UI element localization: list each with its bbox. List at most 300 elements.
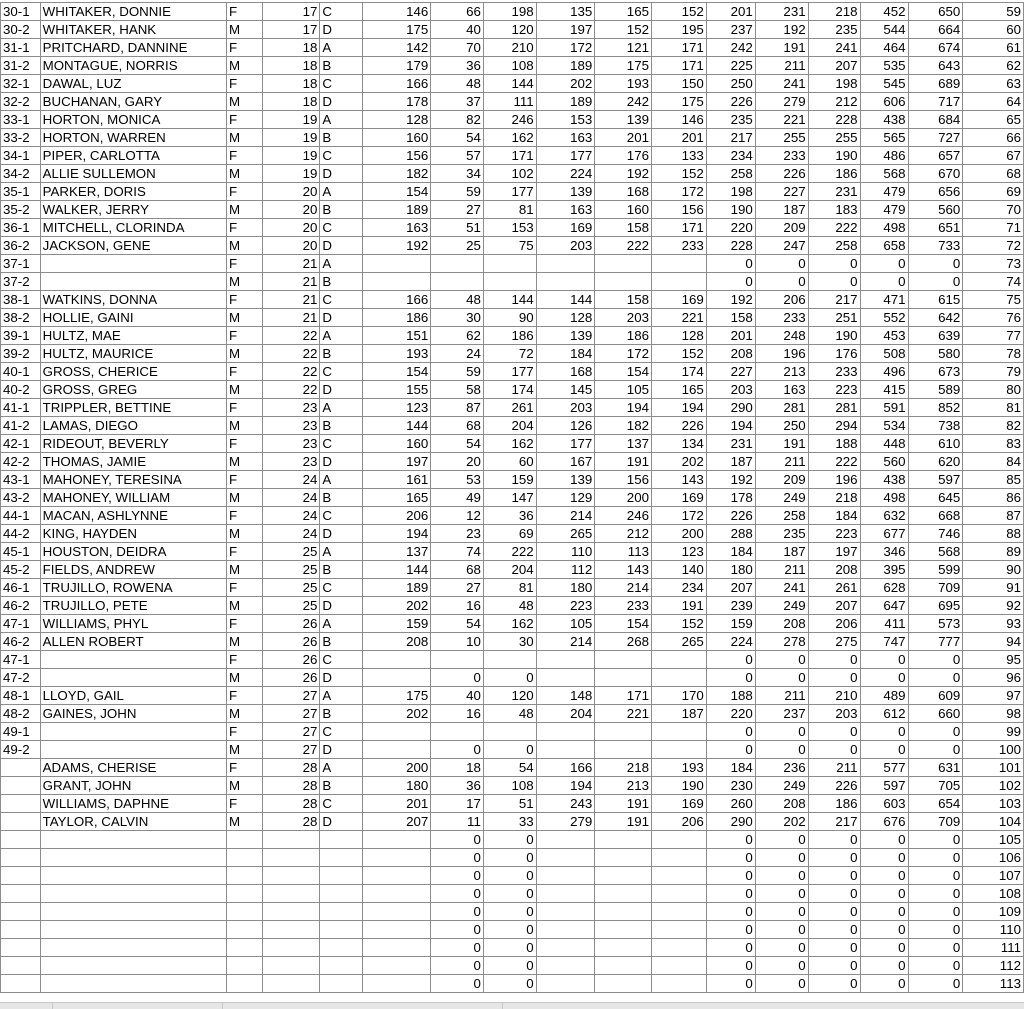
- cell-v1[interactable]: 166: [363, 291, 431, 309]
- cell-id[interactable]: 43-2: [1, 489, 41, 507]
- cell-v5[interactable]: [595, 903, 652, 921]
- cell-sex[interactable]: F: [227, 723, 263, 741]
- cell-v11[interactable]: 568: [908, 543, 963, 561]
- cell-v2[interactable]: 0: [431, 975, 484, 993]
- cell-v4[interactable]: 214: [536, 633, 595, 651]
- cell-v1[interactable]: 161: [363, 471, 431, 489]
- cell-v11[interactable]: 668: [908, 507, 963, 525]
- cell-v10[interactable]: 677: [860, 525, 908, 543]
- cell-v1[interactable]: [363, 975, 431, 993]
- cell-v10[interactable]: 545: [860, 75, 908, 93]
- cell-id[interactable]: [1, 849, 41, 867]
- cell-id[interactable]: 31-1: [1, 39, 41, 57]
- cell-v7[interactable]: 234: [706, 147, 755, 165]
- cell-v11[interactable]: 0: [908, 669, 963, 687]
- cell-v4[interactable]: 265: [536, 525, 595, 543]
- cell-v9[interactable]: 188: [808, 435, 860, 453]
- cell-sex[interactable]: F: [227, 759, 263, 777]
- cell-v10[interactable]: 676: [860, 813, 908, 831]
- cell-v5[interactable]: [595, 885, 652, 903]
- cell-rownum[interactable]: 102: [963, 777, 1024, 795]
- cell-v3[interactable]: 204: [483, 561, 536, 579]
- cell-v2[interactable]: 48: [431, 291, 484, 309]
- cell-v5[interactable]: 139: [595, 111, 652, 129]
- cell-v11[interactable]: 689: [908, 75, 963, 93]
- cell-sex[interactable]: M: [227, 489, 263, 507]
- cell-v8[interactable]: 0: [755, 741, 808, 759]
- cell-v4[interactable]: 224: [536, 165, 595, 183]
- cell-v9[interactable]: 226: [808, 777, 860, 795]
- cell-v8[interactable]: 0: [755, 849, 808, 867]
- cell-v3[interactable]: 0: [483, 669, 536, 687]
- cell-v10[interactable]: 612: [860, 705, 908, 723]
- cell-group[interactable]: 19: [263, 111, 320, 129]
- cell-v7[interactable]: 290: [706, 399, 755, 417]
- cell-v9[interactable]: 251: [808, 309, 860, 327]
- cell-v9[interactable]: 0: [808, 957, 860, 975]
- cell-v3[interactable]: 54: [483, 759, 536, 777]
- cell-v1[interactable]: 160: [363, 129, 431, 147]
- cell-v5[interactable]: 191: [595, 813, 652, 831]
- cell-id[interactable]: 39-1: [1, 327, 41, 345]
- cell-v4[interactable]: 110: [536, 543, 595, 561]
- cell-group[interactable]: 22: [263, 381, 320, 399]
- cell-id[interactable]: 47-1: [1, 651, 41, 669]
- cell-v3[interactable]: 159: [483, 471, 536, 489]
- cell-sex[interactable]: F: [227, 399, 263, 417]
- cell-group[interactable]: 24: [263, 525, 320, 543]
- cell-section[interactable]: C: [320, 147, 363, 165]
- cell-v2[interactable]: 20: [431, 453, 484, 471]
- cell-sex[interactable]: M: [227, 201, 263, 219]
- cell-v1[interactable]: 165: [363, 489, 431, 507]
- cell-v6[interactable]: 171: [651, 39, 706, 57]
- cell-v8[interactable]: 249: [755, 777, 808, 795]
- cell-v9[interactable]: 184: [808, 507, 860, 525]
- cell-section[interactable]: B: [320, 705, 363, 723]
- cell-sex[interactable]: [227, 903, 263, 921]
- cell-name[interactable]: MAHONEY, TERESINA: [40, 471, 226, 489]
- cell-v9[interactable]: 0: [808, 723, 860, 741]
- cell-id[interactable]: 49-1: [1, 723, 41, 741]
- cell-v3[interactable]: 0: [483, 741, 536, 759]
- cell-v4[interactable]: 189: [536, 93, 595, 111]
- cell-v11[interactable]: 599: [908, 561, 963, 579]
- cell-section[interactable]: C: [320, 291, 363, 309]
- cell-v10[interactable]: 471: [860, 291, 908, 309]
- cell-section[interactable]: C: [320, 435, 363, 453]
- cell-v2[interactable]: 40: [431, 21, 484, 39]
- cell-v7[interactable]: 0: [706, 885, 755, 903]
- cell-v9[interactable]: 255: [808, 129, 860, 147]
- cell-rownum[interactable]: 69: [963, 183, 1024, 201]
- cell-rownum[interactable]: 73: [963, 255, 1024, 273]
- cell-v3[interactable]: 36: [483, 507, 536, 525]
- cell-sex[interactable]: F: [227, 363, 263, 381]
- cell-v4[interactable]: [536, 651, 595, 669]
- cell-v8[interactable]: 191: [755, 435, 808, 453]
- cell-rownum[interactable]: 87: [963, 507, 1024, 525]
- cell-v9[interactable]: 183: [808, 201, 860, 219]
- cell-v1[interactable]: 180: [363, 777, 431, 795]
- cell-group[interactable]: 19: [263, 165, 320, 183]
- cell-section[interactable]: B: [320, 489, 363, 507]
- cell-v10[interactable]: 438: [860, 471, 908, 489]
- cell-v1[interactable]: 202: [363, 597, 431, 615]
- cell-v7[interactable]: 288: [706, 525, 755, 543]
- cell-v4[interactable]: 145: [536, 381, 595, 399]
- cell-v10[interactable]: 560: [860, 453, 908, 471]
- cell-v5[interactable]: 165: [595, 3, 652, 21]
- cell-sex[interactable]: M: [227, 129, 263, 147]
- cell-v2[interactable]: 37: [431, 93, 484, 111]
- cell-v11[interactable]: 717: [908, 93, 963, 111]
- cell-v5[interactable]: 182: [595, 417, 652, 435]
- cell-v9[interactable]: 218: [808, 3, 860, 21]
- cell-rownum[interactable]: 96: [963, 669, 1024, 687]
- cell-v11[interactable]: 0: [908, 849, 963, 867]
- cell-id[interactable]: 47-1: [1, 615, 41, 633]
- cell-v7[interactable]: 184: [706, 543, 755, 561]
- cell-v3[interactable]: 186: [483, 327, 536, 345]
- cell-v2[interactable]: 54: [431, 129, 484, 147]
- cell-v1[interactable]: 179: [363, 57, 431, 75]
- cell-v3[interactable]: 108: [483, 57, 536, 75]
- cell-v9[interactable]: 196: [808, 471, 860, 489]
- cell-group[interactable]: [263, 903, 320, 921]
- cell-v7[interactable]: 224: [706, 633, 755, 651]
- cell-sex[interactable]: F: [227, 435, 263, 453]
- cell-name[interactable]: [40, 903, 226, 921]
- cell-v5[interactable]: 152: [595, 21, 652, 39]
- cell-v5[interactable]: [595, 939, 652, 957]
- cell-v6[interactable]: 165: [651, 381, 706, 399]
- cell-v4[interactable]: 139: [536, 471, 595, 489]
- cell-name[interactable]: MONTAGUE, NORRIS: [40, 57, 226, 75]
- cell-id[interactable]: 41-2: [1, 417, 41, 435]
- cell-v4[interactable]: 129: [536, 489, 595, 507]
- cell-v4[interactable]: 105: [536, 615, 595, 633]
- cell-v9[interactable]: 0: [808, 831, 860, 849]
- cell-v1[interactable]: 154: [363, 183, 431, 201]
- cell-v9[interactable]: 211: [808, 759, 860, 777]
- cell-v4[interactable]: 180: [536, 579, 595, 597]
- cell-v1[interactable]: 154: [363, 363, 431, 381]
- cell-v11[interactable]: 610: [908, 435, 963, 453]
- cell-v9[interactable]: 0: [808, 849, 860, 867]
- cell-v6[interactable]: 193: [651, 759, 706, 777]
- cell-v5[interactable]: [595, 273, 652, 291]
- cell-v8[interactable]: 248: [755, 327, 808, 345]
- cell-v11[interactable]: 660: [908, 705, 963, 723]
- cell-rownum[interactable]: 62: [963, 57, 1024, 75]
- cell-v10[interactable]: 647: [860, 597, 908, 615]
- cell-v2[interactable]: 0: [431, 831, 484, 849]
- cell-v7[interactable]: 158: [706, 309, 755, 327]
- cell-rownum[interactable]: 81: [963, 399, 1024, 417]
- cell-v11[interactable]: 709: [908, 813, 963, 831]
- cell-section[interactable]: D: [320, 237, 363, 255]
- cell-v1[interactable]: 146: [363, 3, 431, 21]
- cell-v5[interactable]: 200: [595, 489, 652, 507]
- cell-id[interactable]: 48-2: [1, 705, 41, 723]
- cell-v11[interactable]: 0: [908, 651, 963, 669]
- cell-v8[interactable]: 233: [755, 309, 808, 327]
- cell-v4[interactable]: 184: [536, 345, 595, 363]
- cell-group[interactable]: [263, 939, 320, 957]
- cell-v11[interactable]: 642: [908, 309, 963, 327]
- cell-v5[interactable]: 212: [595, 525, 652, 543]
- cell-v7[interactable]: 192: [706, 471, 755, 489]
- cell-v9[interactable]: 241: [808, 39, 860, 57]
- cell-v2[interactable]: 54: [431, 435, 484, 453]
- cell-section[interactable]: A: [320, 399, 363, 417]
- cell-group[interactable]: 27: [263, 741, 320, 759]
- cell-rownum[interactable]: 59: [963, 3, 1024, 21]
- cell-v11[interactable]: 0: [908, 273, 963, 291]
- cell-sex[interactable]: [227, 831, 263, 849]
- cell-group[interactable]: 20: [263, 237, 320, 255]
- cell-rownum[interactable]: 100: [963, 741, 1024, 759]
- cell-v8[interactable]: 249: [755, 489, 808, 507]
- cell-sex[interactable]: F: [227, 255, 263, 273]
- cell-sex[interactable]: F: [227, 615, 263, 633]
- cell-v6[interactable]: 143: [651, 471, 706, 489]
- cell-v9[interactable]: 0: [808, 921, 860, 939]
- cell-v9[interactable]: 0: [808, 669, 860, 687]
- cell-v5[interactable]: [595, 849, 652, 867]
- cell-v2[interactable]: 0: [431, 939, 484, 957]
- cell-rownum[interactable]: 85: [963, 471, 1024, 489]
- cell-v1[interactable]: 192: [363, 237, 431, 255]
- cell-v10[interactable]: 0: [860, 831, 908, 849]
- cell-v1[interactable]: 189: [363, 201, 431, 219]
- cell-rownum[interactable]: 76: [963, 309, 1024, 327]
- cell-name[interactable]: PIPER, CARLOTTA: [40, 147, 226, 165]
- cell-v8[interactable]: 278: [755, 633, 808, 651]
- cell-section[interactable]: D: [320, 381, 363, 399]
- cell-rownum[interactable]: 68: [963, 165, 1024, 183]
- cell-v7[interactable]: 201: [706, 3, 755, 21]
- cell-v3[interactable]: 0: [483, 939, 536, 957]
- cell-v9[interactable]: 0: [808, 939, 860, 957]
- cell-name[interactable]: KING, HAYDEN: [40, 525, 226, 543]
- cell-v6[interactable]: 152: [651, 615, 706, 633]
- cell-group[interactable]: 23: [263, 435, 320, 453]
- cell-sex[interactable]: F: [227, 219, 263, 237]
- cell-rownum[interactable]: 110: [963, 921, 1024, 939]
- cell-v5[interactable]: 168: [595, 183, 652, 201]
- cell-v6[interactable]: 172: [651, 507, 706, 525]
- cell-v5[interactable]: [595, 669, 652, 687]
- cell-name[interactable]: HORTON, MONICA: [40, 111, 226, 129]
- cell-v11[interactable]: 0: [908, 255, 963, 273]
- cell-v8[interactable]: 255: [755, 129, 808, 147]
- cell-v4[interactable]: 177: [536, 147, 595, 165]
- cell-v1[interactable]: 137: [363, 543, 431, 561]
- cell-v3[interactable]: [483, 723, 536, 741]
- cell-v9[interactable]: 275: [808, 633, 860, 651]
- cell-v4[interactable]: 167: [536, 453, 595, 471]
- cell-v8[interactable]: 247: [755, 237, 808, 255]
- cell-v7[interactable]: 178: [706, 489, 755, 507]
- cell-group[interactable]: 28: [263, 777, 320, 795]
- cell-v7[interactable]: 260: [706, 795, 755, 813]
- cell-group[interactable]: 23: [263, 417, 320, 435]
- cell-v11[interactable]: 0: [908, 903, 963, 921]
- cell-v8[interactable]: 241: [755, 75, 808, 93]
- cell-v10[interactable]: 498: [860, 219, 908, 237]
- cell-v11[interactable]: 656: [908, 183, 963, 201]
- cell-v6[interactable]: 152: [651, 3, 706, 21]
- cell-sex[interactable]: [227, 975, 263, 993]
- cell-v5[interactable]: 242: [595, 93, 652, 111]
- cell-v6[interactable]: [651, 831, 706, 849]
- cell-id[interactable]: 36-1: [1, 219, 41, 237]
- cell-v2[interactable]: 59: [431, 183, 484, 201]
- cell-v6[interactable]: 171: [651, 219, 706, 237]
- cell-v3[interactable]: 108: [483, 777, 536, 795]
- cell-v10[interactable]: 438: [860, 111, 908, 129]
- cell-sex[interactable]: F: [227, 147, 263, 165]
- cell-section[interactable]: A: [320, 759, 363, 777]
- cell-rownum[interactable]: 70: [963, 201, 1024, 219]
- cell-v5[interactable]: 172: [595, 345, 652, 363]
- cell-sex[interactable]: [227, 867, 263, 885]
- cell-rownum[interactable]: 82: [963, 417, 1024, 435]
- cell-v8[interactable]: 221: [755, 111, 808, 129]
- cell-v11[interactable]: 573: [908, 615, 963, 633]
- cell-v10[interactable]: 346: [860, 543, 908, 561]
- cell-v8[interactable]: 0: [755, 975, 808, 993]
- cell-v10[interactable]: 0: [860, 273, 908, 291]
- cell-v2[interactable]: 11: [431, 813, 484, 831]
- cell-v1[interactable]: 123: [363, 399, 431, 417]
- cell-id[interactable]: 44-2: [1, 525, 41, 543]
- cell-v1[interactable]: [363, 921, 431, 939]
- cell-v9[interactable]: 218: [808, 489, 860, 507]
- cell-v10[interactable]: 489: [860, 687, 908, 705]
- cell-v9[interactable]: 233: [808, 363, 860, 381]
- cell-group[interactable]: 18: [263, 75, 320, 93]
- cell-v10[interactable]: 411: [860, 615, 908, 633]
- cell-v8[interactable]: 235: [755, 525, 808, 543]
- cell-v5[interactable]: 191: [595, 795, 652, 813]
- cell-v2[interactable]: 0: [431, 957, 484, 975]
- cell-v4[interactable]: 168: [536, 363, 595, 381]
- cell-v11[interactable]: 643: [908, 57, 963, 75]
- cell-v11[interactable]: 631: [908, 759, 963, 777]
- cell-v4[interactable]: 197: [536, 21, 595, 39]
- cell-v3[interactable]: 246: [483, 111, 536, 129]
- cell-sex[interactable]: F: [227, 795, 263, 813]
- cell-name[interactable]: [40, 867, 226, 885]
- cell-rownum[interactable]: 104: [963, 813, 1024, 831]
- cell-group[interactable]: [263, 831, 320, 849]
- cell-v11[interactable]: 615: [908, 291, 963, 309]
- cell-group[interactable]: 25: [263, 597, 320, 615]
- cell-v5[interactable]: 193: [595, 75, 652, 93]
- cell-name[interactable]: [40, 957, 226, 975]
- cell-section[interactable]: C: [320, 723, 363, 741]
- cell-rownum[interactable]: 63: [963, 75, 1024, 93]
- cell-v10[interactable]: 0: [860, 651, 908, 669]
- cell-group[interactable]: 26: [263, 633, 320, 651]
- cell-v2[interactable]: 34: [431, 165, 484, 183]
- cell-v1[interactable]: 207: [363, 813, 431, 831]
- cell-name[interactable]: [40, 273, 226, 291]
- cell-section[interactable]: A: [320, 615, 363, 633]
- cell-name[interactable]: HOUSTON, DEIDRA: [40, 543, 226, 561]
- cell-v6[interactable]: 234: [651, 579, 706, 597]
- cell-v2[interactable]: 40: [431, 687, 484, 705]
- cell-section[interactable]: [320, 939, 363, 957]
- cell-v7[interactable]: 184: [706, 759, 755, 777]
- cell-name[interactable]: FIELDS, ANDREW: [40, 561, 226, 579]
- cell-id[interactable]: [1, 921, 41, 939]
- cell-group[interactable]: 26: [263, 669, 320, 687]
- cell-group[interactable]: 25: [263, 561, 320, 579]
- cell-v7[interactable]: 0: [706, 651, 755, 669]
- cell-v2[interactable]: 0: [431, 921, 484, 939]
- cell-group[interactable]: 18: [263, 57, 320, 75]
- cell-v9[interactable]: 0: [808, 273, 860, 291]
- cell-v10[interactable]: 0: [860, 939, 908, 957]
- cell-group[interactable]: 28: [263, 795, 320, 813]
- cell-v11[interactable]: 738: [908, 417, 963, 435]
- cell-section[interactable]: B: [320, 57, 363, 75]
- cell-v3[interactable]: 177: [483, 183, 536, 201]
- cell-rownum[interactable]: 67: [963, 147, 1024, 165]
- cell-v3[interactable]: 177: [483, 363, 536, 381]
- cell-sex[interactable]: M: [227, 345, 263, 363]
- cell-v11[interactable]: 0: [908, 975, 963, 993]
- cell-id[interactable]: 30-2: [1, 21, 41, 39]
- cell-rownum[interactable]: 72: [963, 237, 1024, 255]
- cell-name[interactable]: [40, 723, 226, 741]
- cell-v2[interactable]: 36: [431, 777, 484, 795]
- cell-section[interactable]: B: [320, 201, 363, 219]
- cell-v4[interactable]: 279: [536, 813, 595, 831]
- cell-v2[interactable]: 16: [431, 597, 484, 615]
- cell-v2[interactable]: 53: [431, 471, 484, 489]
- cell-v1[interactable]: 144: [363, 561, 431, 579]
- cell-v3[interactable]: [483, 651, 536, 669]
- cell-v2[interactable]: 70: [431, 39, 484, 57]
- cell-v11[interactable]: 727: [908, 129, 963, 147]
- cell-v7[interactable]: 207: [706, 579, 755, 597]
- cell-name[interactable]: DAWAL, LUZ: [40, 75, 226, 93]
- cell-sex[interactable]: M: [227, 669, 263, 687]
- cell-v8[interactable]: 196: [755, 345, 808, 363]
- cell-section[interactable]: [320, 849, 363, 867]
- cell-v3[interactable]: 102: [483, 165, 536, 183]
- cell-name[interactable]: [40, 975, 226, 993]
- cell-v3[interactable]: 30: [483, 633, 536, 651]
- cell-v6[interactable]: 150: [651, 75, 706, 93]
- cell-v1[interactable]: [363, 867, 431, 885]
- cell-v11[interactable]: 674: [908, 39, 963, 57]
- cell-section[interactable]: C: [320, 795, 363, 813]
- cell-v2[interactable]: 51: [431, 219, 484, 237]
- cell-v5[interactable]: 121: [595, 39, 652, 57]
- cell-v2[interactable]: 62: [431, 327, 484, 345]
- cell-sex[interactable]: M: [227, 741, 263, 759]
- cell-rownum[interactable]: 71: [963, 219, 1024, 237]
- cell-section[interactable]: [320, 921, 363, 939]
- cell-section[interactable]: C: [320, 75, 363, 93]
- cell-v3[interactable]: 162: [483, 129, 536, 147]
